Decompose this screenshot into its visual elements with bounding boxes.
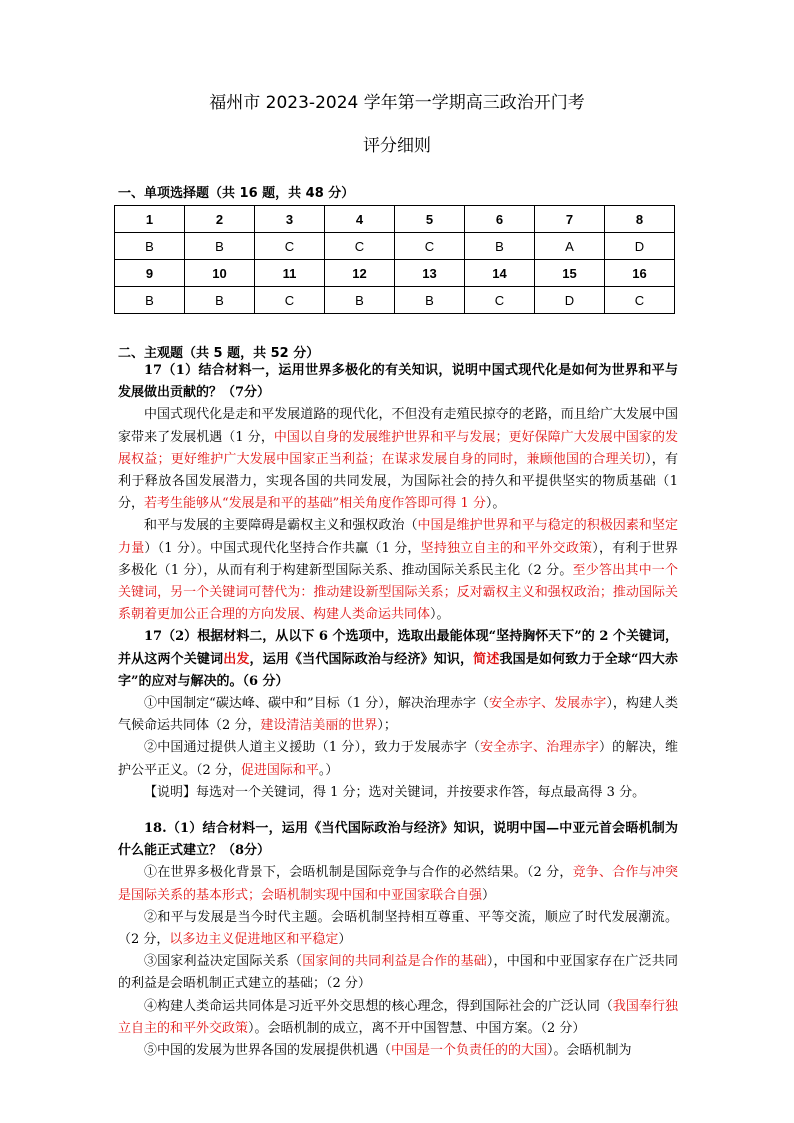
scoring-note-red: 竞争、合作与冲突是国际关系的基本形式；会晤机制实现中国和中亚国家联合自强 (118, 865, 678, 903)
scoring-note-red: 国家间的共同利益是合作的基础 (302, 954, 487, 970)
question-number-cell: 12 (325, 260, 395, 287)
answer-text: ③国家利益决定国际关系（ (144, 954, 303, 970)
answer-text: ⑤中国的发展为世界各国的发展提供机遇（ (144, 1043, 392, 1059)
question-number-cell: 9 (115, 260, 185, 287)
q18-1-answer1 (118, 862, 678, 906)
answer-text: ）的解决，维护公平正义。（2 分， (118, 740, 678, 778)
question-number-cell: 5 (395, 206, 465, 233)
question-number-cell: 8 (605, 206, 675, 233)
question-number-cell: 7 (535, 206, 605, 233)
q17-1-para1 (118, 404, 678, 515)
scoring-note-red: 安全赤字、发展赤字 (489, 696, 607, 712)
question-number-cell: 3 (255, 206, 325, 233)
answer-table (114, 205, 675, 314)
q17-2-note: 【说明】每选对一个关键词，得 1 分；选对关键词，并按要求作答，每点最高得 3 分。 (144, 784, 646, 800)
answer-cell: C (395, 233, 465, 260)
answer-text: ）； (377, 718, 397, 734)
answer-text: 17（2）根据材料二，从以下 6 个选项中，选取出最能体现“坚持胸怀天下”的 2 个关键词，并从这两个关键词 (118, 629, 678, 667)
answer-cell: C (465, 287, 535, 314)
answer-text: ）。会晤机制为 (547, 1043, 632, 1059)
answer-cell: B (395, 287, 465, 314)
answer-cell: C (325, 233, 395, 260)
scoring-note-red: 出发 (223, 651, 250, 667)
q18-1-answer3 (118, 951, 678, 995)
answer-cell: C (255, 233, 325, 260)
question-number-cell: 2 (185, 206, 255, 233)
answer-cell: C (605, 287, 675, 314)
scoring-note-red: 至少答出其中一个关键词，另一个关键词可替代为：推动建设新型国际关系；反对霸权主义和强权政治；推动国际关系朝着更加公正合理的方向发展、构建人类命运共同体 (118, 562, 678, 623)
q17-1-question: 17（1）结合材料一，运用世界多极化的有关知识，说明中国式现代化是如何为世界和平与发展做出贡献的？（7分） (118, 363, 678, 401)
q18-1-answer2 (118, 907, 678, 951)
answer-cell: B (465, 233, 535, 260)
question-number-cell: 10 (185, 260, 255, 287)
section2-heading: 二、主观题（共 5 题，共 52 分） (118, 346, 320, 361)
answer-text: ，运用《当代国际政治与经济》知识， (249, 651, 474, 667)
answer-text: ④构建人类命运共同体是习近平外交思想的核心理念，得到国际社会的广泛认同（ (144, 998, 613, 1014)
scoring-note-red: 坚持独立自主的和平外交政策 (420, 540, 593, 556)
answer-cell: B (325, 287, 395, 314)
scoring-note-red: 中国是维护世界和平与稳定的积极因素和坚定力量 (118, 518, 678, 556)
answer-cell: B (185, 287, 255, 314)
question-number-cell: 14 (465, 260, 535, 287)
q18-1-answer4 (118, 996, 678, 1040)
answer-body (118, 360, 678, 1062)
question-number-cell: 11 (255, 260, 325, 287)
answer-text: ）。 (485, 496, 506, 512)
answer-text: ①在世界多极化背景下，会晤机制是国际竞争与合作的必然结果。（2 分， (144, 865, 573, 881)
q18-1-question: 18.（1）结合材料一，运用《当代国际政治与经济》知识，说明中国—中亚元首会晤机制为什么能正式建立？（8分） (118, 821, 678, 859)
q17-1-para2 (118, 515, 678, 626)
answer-text: ②和平与发展是当今时代主题。会晤机制坚持相互尊重、平等交流，顺应了时代发展潮流。（2 分， (118, 909, 678, 948)
scoring-note-red: 简述 (473, 651, 500, 667)
scoring-note-red: 中国是一个负责任的的大国 (391, 1043, 548, 1059)
answer-cell: B (115, 287, 185, 314)
scoring-note-red: 促进国际和平 (240, 762, 319, 778)
q17-2-question (118, 626, 678, 693)
answer-text: ②中国通过提供人道主义援助（1 分），致力于发展赤字（ (144, 740, 481, 756)
answer-cell: C (255, 287, 325, 314)
answer-cell: B (185, 233, 255, 260)
answer-cell: A (535, 233, 605, 260)
answer-row (115, 287, 675, 314)
answer-text: ），构建人类气候命运共同体（2 分， (118, 696, 678, 734)
q18-1-answer5 (118, 1040, 678, 1062)
answer-row (115, 233, 675, 260)
section1-heading: 一、单项选择题（共 16 题，共 48 分） (118, 186, 355, 201)
question-number-row (115, 206, 675, 233)
answer-text: ），中国和中亚国家存在广泛共同的利益是会晤机制正式建立的基础；（2 分） (118, 954, 678, 992)
question-number-cell: 13 (395, 260, 465, 287)
answer-text: ） (338, 932, 352, 948)
question-number-cell: 1 (115, 206, 185, 233)
answer-text: ）（1 分）。中国式现代化坚持合作共赢（1 分， (144, 540, 421, 556)
document-subtitle: 评分细则 (363, 136, 431, 156)
answer-text: ），有利于世界多极化（1 分），从而有利于构建新型国际关系、推动国际关系民主化（2 分。 (118, 540, 678, 578)
answer-text: ） (482, 887, 496, 903)
question-number-cell: 6 (465, 206, 535, 233)
document-title: 福州市 2023-2024 学年第一学期高三政治开门考 (209, 93, 585, 113)
answer-text: 和平与发展的主要障碍是霸权主义和强权政治（ (144, 518, 418, 534)
scoring-note-red: 中国以自身的发展维护世界和平与发展；更好保障广大发展中国家的发展权益；更好维护广大发展中国家正当利益；在谋求发展自身的同时，兼顾他国的合理关切 (118, 429, 678, 467)
answer-text: ）。 (430, 607, 450, 623)
scoring-note-red: 安全赤字、治理赤字 (480, 740, 599, 756)
answer-text: ①中国制定“碳达峰、碳中和”目标（1 分），解决治理赤字（ (144, 696, 490, 712)
scoring-note-red: 我国奉行独立自主的和平外交政策 (118, 998, 678, 1036)
answer-text: 。） (318, 762, 339, 778)
answer-text: 中国式现代化是走和平发展道路的现代化，不但没有走殖民掠夺的老路，而且给广大发展中国家带来了发展机遇（1 分， (118, 407, 678, 445)
question-number-row (115, 260, 675, 287)
scoring-note-red: 以多边主义促进地区和平稳定 (169, 932, 339, 948)
question-number-cell: 4 (325, 206, 395, 233)
question-number-cell: 15 (535, 260, 605, 287)
answer-cell: B (115, 233, 185, 260)
answer-text: ）。会晤机制的成立，离不开中国智慧、中国方案。（2 分） (248, 1020, 586, 1036)
answer-text: ），有利于释放各国发展潜力，实现各国的共同发展，为国际社会的持久和平提供坚实的物质基础（1 分， (118, 451, 678, 512)
q17-2-answer2 (118, 737, 678, 781)
scoring-note-red: 建设清洁美丽的世界 (260, 718, 378, 734)
scoring-note-red: 若考生能够从“发展是和平的基础”相关角度作答即可得 1 分 (144, 496, 486, 512)
answer-text: 我国是如何致力于全球“四大赤字”的应对与解决的。（6 分） (118, 651, 678, 689)
question-number-cell: 16 (605, 260, 675, 287)
answer-cell: D (605, 233, 675, 260)
q17-2-answer1 (118, 693, 678, 737)
answer-cell: D (535, 287, 605, 314)
